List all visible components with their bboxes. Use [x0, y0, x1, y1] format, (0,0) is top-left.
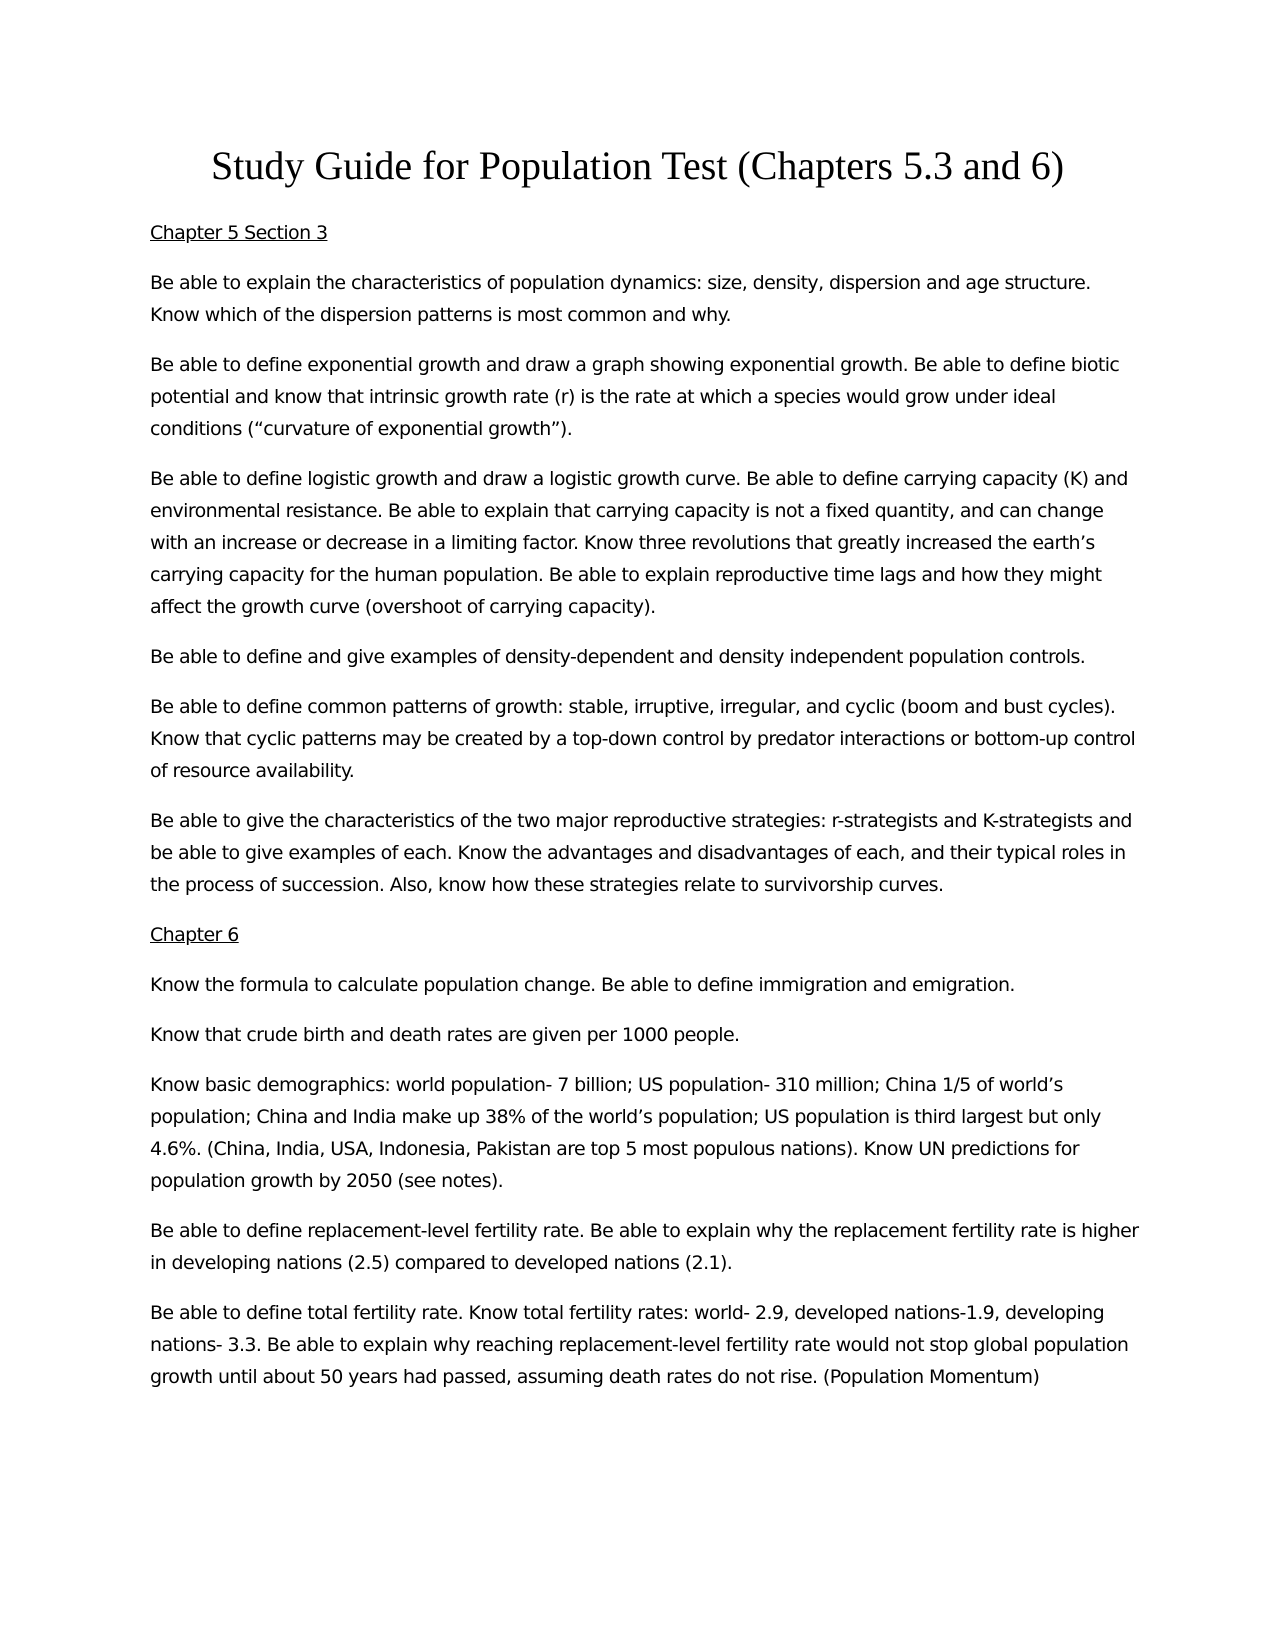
chapter-5-heading: Chapter 5 Section 3 — [150, 222, 328, 244]
paragraph: Know basic demographics: world population- 7 billion; US population- 310 million; China 1/5 of world’s population; China and India make up 38% of the world’s population; US population is third largest but only 4.6%. (China, India, USA, Indonesia, Pakistan are top 5 most populous nations). Know UN predictions for population growth by 2050 (see notes). — [150, 1074, 1101, 1192]
paragraph: Be able to give the characteristics of the two major reproductive strategies: r-strategists and K-strategists and be able to give examples of each. Know the advantages and disadvantages of each, and their typical roles in the process of succession. Also, know how these strategies relate to survivorship curves. — [150, 810, 1132, 896]
document-title: Study Guide for Population Test (Chapters 5.3 and 6) — [210, 143, 1065, 188]
paragraph: Be able to define logistic growth and draw a logistic growth curve. Be able to define carrying capacity (K) and environmental resistance. Be able to explain that carrying capacity is not a fixed quantity, and can change with an increase or decrease in a limiting factor. Know three revolutions that greatly increased the earth’s carrying capacity for the human population. Be able to explain reproductive time lags and how they might affect the growth curve (overshoot of carrying capacity). — [150, 468, 1128, 618]
document-body — [150, 217, 1140, 1411]
paragraph: Be able to explain the characteristics of population dynamics: size, density, dispersion and age structure. Know which of the dispersion patterns is most common and why. — [150, 272, 1091, 326]
paragraph: Know that crude birth and death rates are given per 1000 people. — [150, 1024, 740, 1046]
paragraph: Be able to define exponential growth and draw a graph showing exponential growth. Be able to define biotic potential and know that intrinsic growth rate (r) is the rate at which a species would grow under ideal conditions (“curvature of exponential growth”). — [150, 354, 1120, 440]
paragraph: Be able to define and give examples of density-dependent and density independent population controls. — [150, 646, 1086, 668]
paragraph: Be able to define common patterns of growth: stable, irruptive, irregular, and cyclic (boom and bust cycles). Know that cyclic patterns may be created by a top-down control by predator interactions or bottom-up control of resource availability. — [150, 696, 1136, 782]
paragraph: Know the formula to calculate population change. Be able to define immigration and emigration. — [150, 974, 1015, 996]
paragraph: Be able to define replacement-level fertility rate. Be able to explain why the replacement fertility rate is higher in developing nations (2.5) compared to developed nations (2.1). — [150, 1220, 1139, 1274]
paragraph: Be able to define total fertility rate. Know total fertility rates: world- 2.9, developed nations-1.9, developing nations- 3.3. Be able to explain why reaching replacement-level fertility rate would not stop global population growth until about 50 years had passed, assuming death rates do not rise. (Population Momentum) — [150, 1302, 1129, 1388]
chapter-6-heading: Chapter 6 — [150, 924, 239, 946]
